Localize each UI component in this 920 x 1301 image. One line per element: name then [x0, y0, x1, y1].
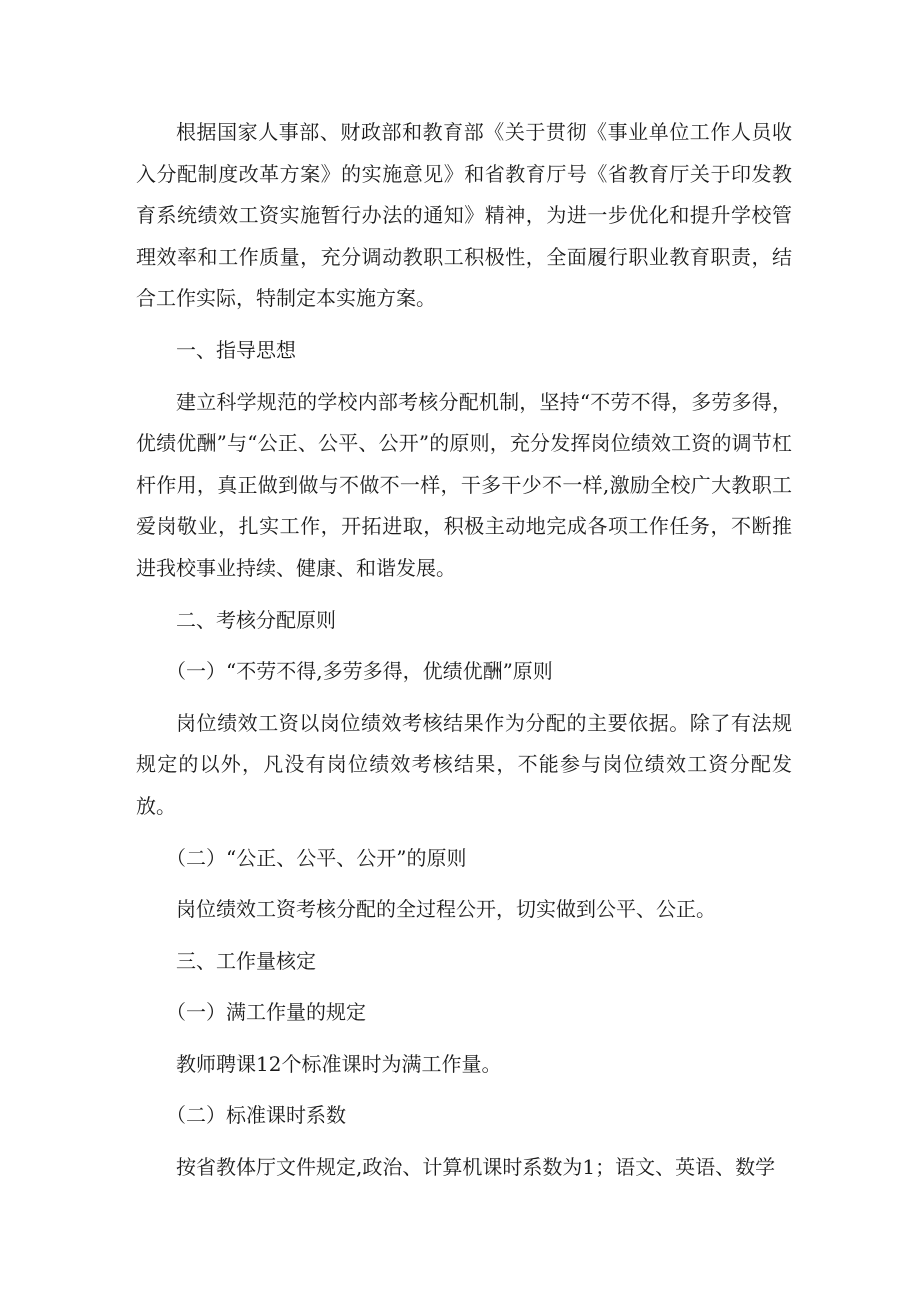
section-heading-workload: 三、工作量核定	[176, 948, 316, 973]
intro-paragraph: 根据国家人事部、财政部和教育部《关于贯彻《事业单位工作人员收入分配制度改革方案》的实施意见》和省教育厅号《省教育厅关于印发教育系统绩效工资实施暂行办法的通知》精神，为进一步优化和提升学校管理效率和工作质量，充分调动教职工积极性，全面履行职业教育职责，结合工作实际，特制定本实施方案。	[136, 120, 792, 311]
subheading-full-workload: （一）满工作量的规定	[166, 1000, 366, 1025]
principle-1-paragraph: 岗位绩效工资以岗位绩效考核结果作为分配的主要依据。除了有法规规定的以外，凡没有岗位绩效考核结果，不能参与岗位绩效工资分配发放。	[136, 710, 792, 818]
principle-2-paragraph: 岗位绩效工资考核分配的全过程公开，切实做到公平、公正。	[176, 897, 716, 922]
subheading-principle-2: （二）“公正、公平、公开”的原则	[166, 845, 467, 870]
standard-coefficient-paragraph: 按省教体厅文件规定,政治、计算机课时系数为1；语文、英语、数学	[176, 1155, 776, 1180]
document-body	[136, 112, 792, 1199]
section-heading-guiding-ideology: 一、指导思想	[176, 337, 296, 362]
subheading-standard-coefficient: （二）标准课时系数	[166, 1103, 346, 1128]
subheading-principle-1: （一）“不劳不得,多劳多得，优绩优酬”原则	[166, 659, 553, 684]
guiding-ideology-paragraph: 建立科学规范的学校内部考核分配机制，坚持“不劳不得，多劳多得，优绩优酬”与“公正、公平、公开”的原则，充分发挥岗位绩效工资的调节杠杆作用，真正做到做与不做不一样，干多干少不一样,激励全校广大教职工爱岗敬业，扎实工作，开拓进取，积极主动地完成各项工作任务，不断推进我校事业持续、健康、和谐发展。	[136, 389, 792, 580]
section-heading-principles: 二、考核分配原则	[176, 607, 336, 632]
full-workload-paragraph: 教师聘课12个标准课时为满工作量。	[176, 1051, 502, 1076]
